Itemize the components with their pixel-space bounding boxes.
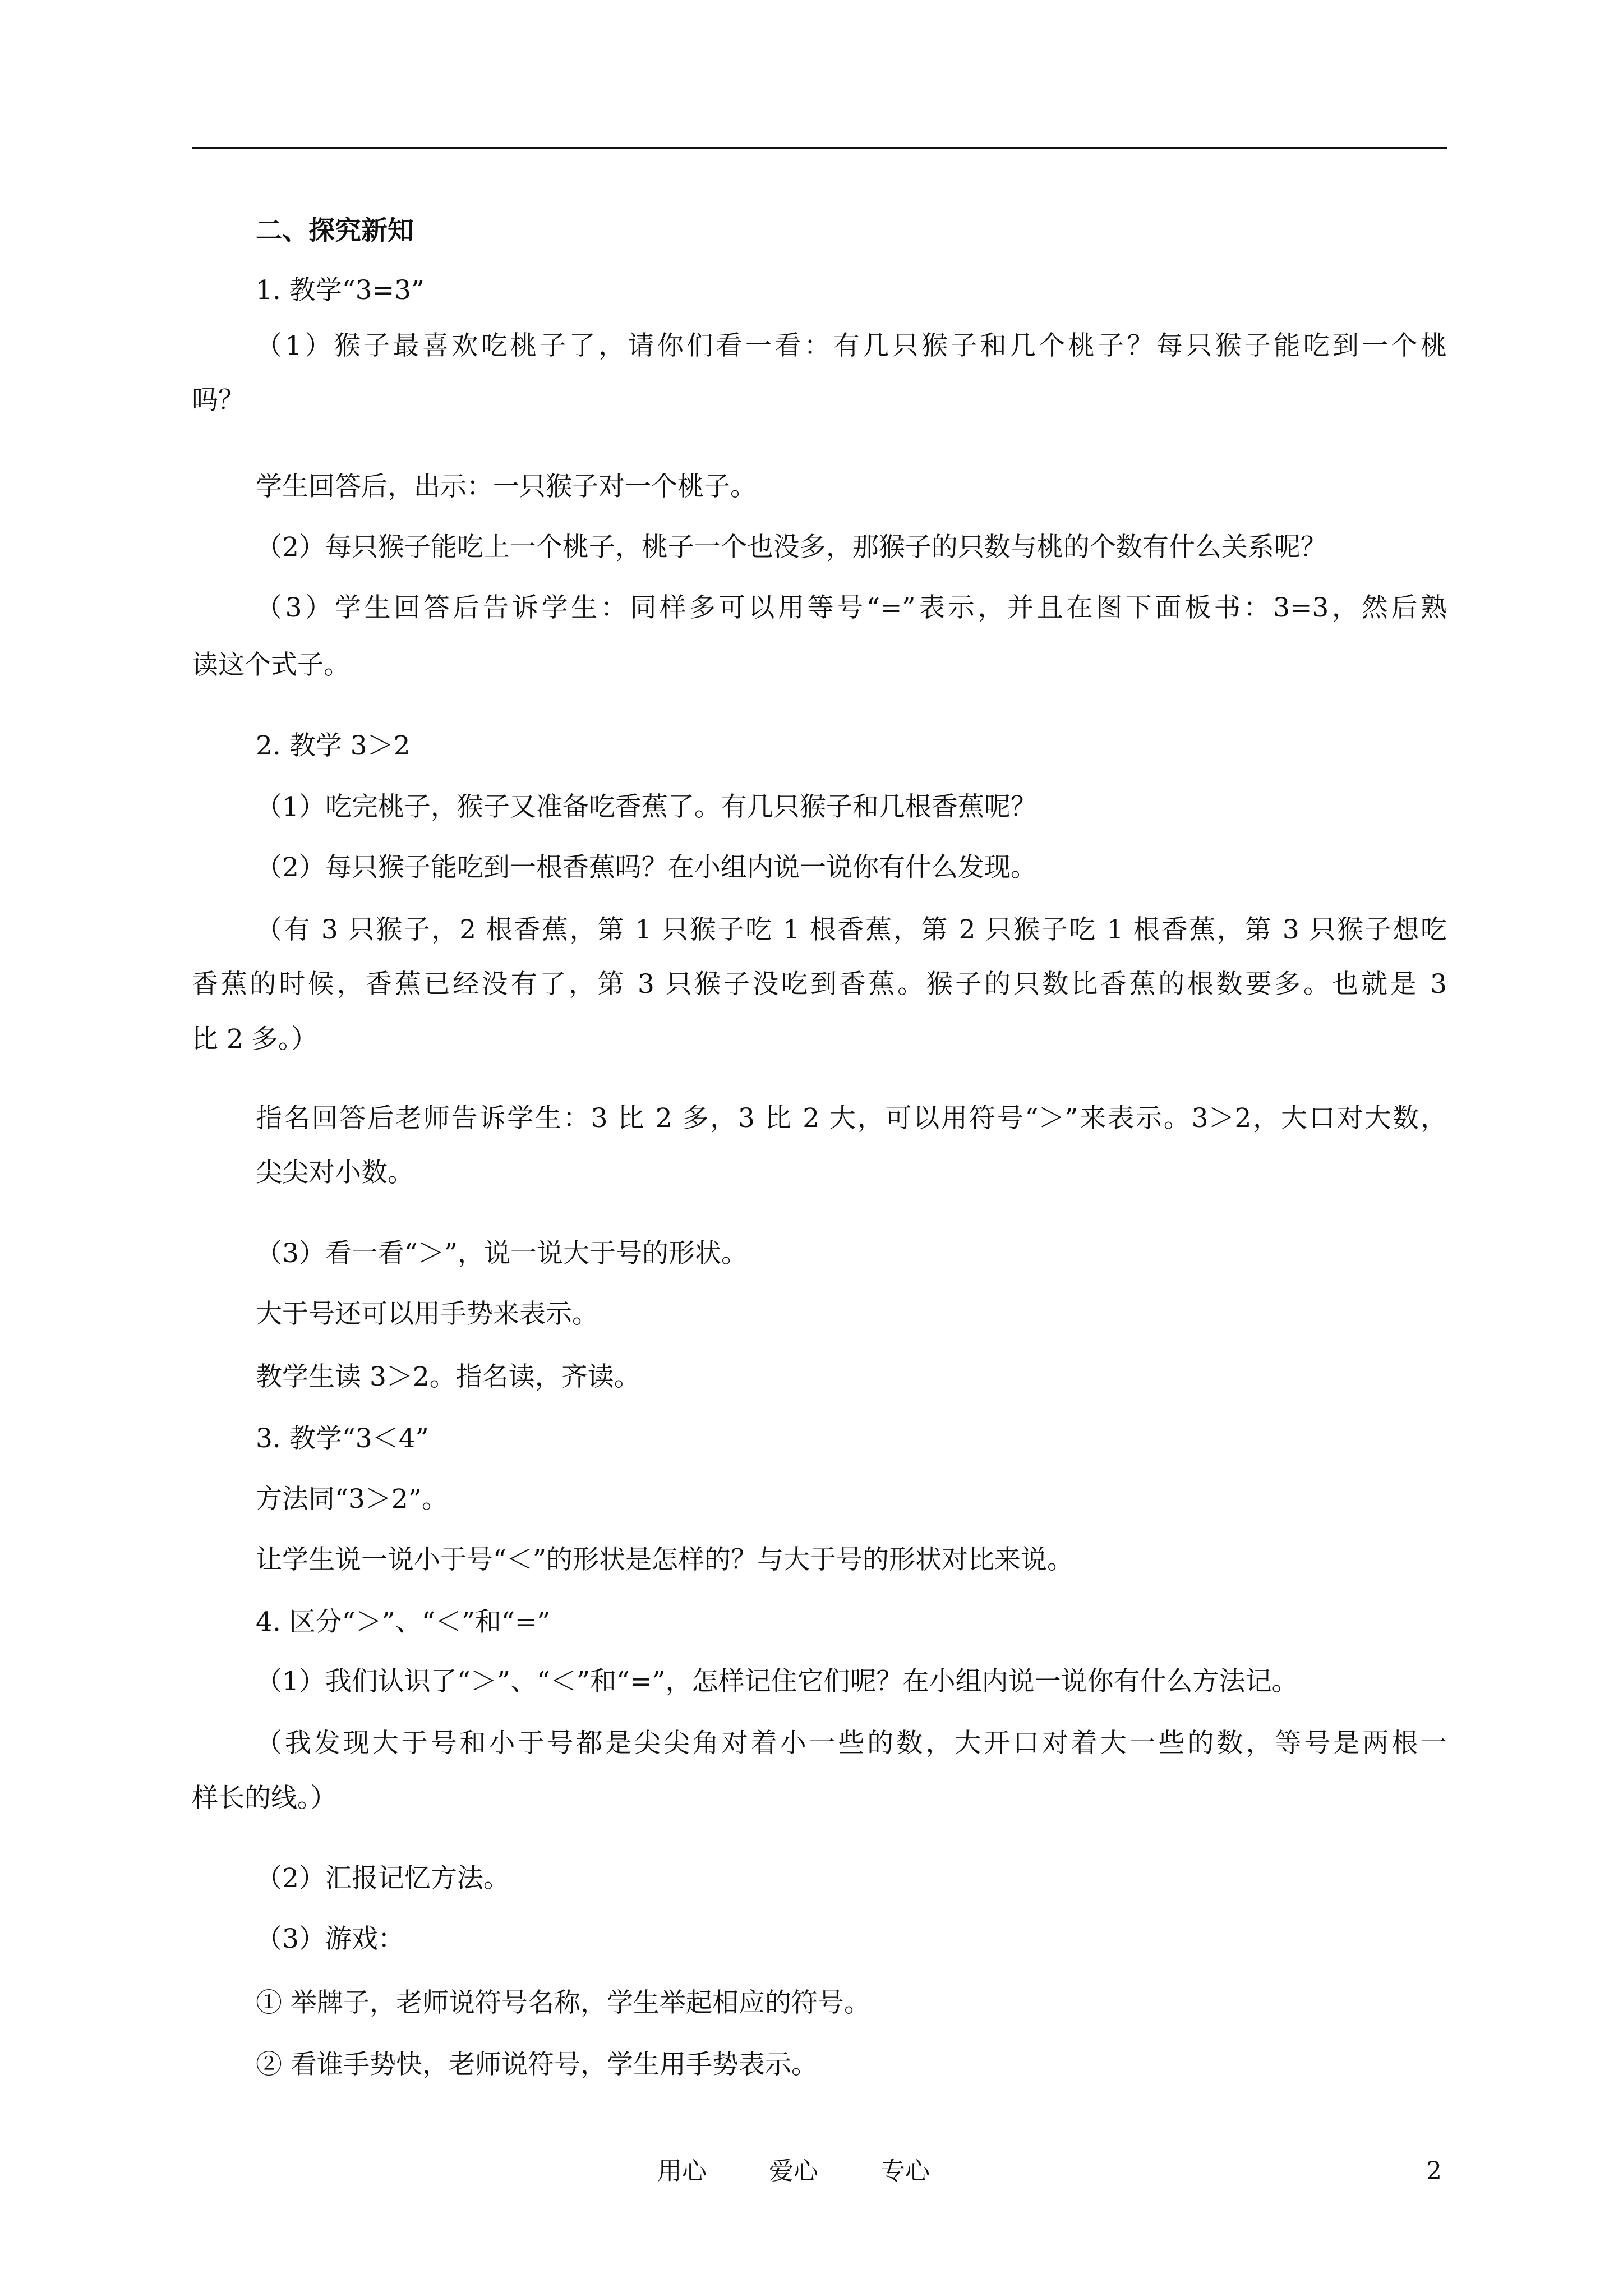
paragraph-line: 方法同“3＞2”。 [256,1484,448,1515]
paragraph-line: （3）游戏： [256,1924,404,1954]
paragraph-line: （我发现大于号和小于号都是尖尖角对着小一些的数，大开口对着大一些的数，等号是两根一 [256,1728,1447,1759]
paragraph-line: （1）猴子最喜欢吃桃子了，请你们看一看：有几只猴子和几个桃子？每只猴子能吃到一个桃 [256,330,1447,361]
paragraph-line: （2）每只猴子能吃到一根香蕉吗？在小组内说一说你有什么发现。 [256,852,1037,883]
paragraph-line: 教学生读 3＞2。指名读，齐读。 [256,1361,640,1392]
paragraph-line: （有 3 只猴子，2 根香蕉，第 1 只猴子吃 1 根香蕉，第 2 只猴子吃 1 根香蕉，第 3 只猴子想吃 [256,914,1447,945]
paragraph-line: 比 2 多。） [192,1024,318,1055]
paragraph-line: 1. 教学“3=3” [256,275,425,306]
paragraph-line: （2）每只猴子能吃上一个桃子，桃子一个也没多，那猴子的只数与桃的个数有什么关系呢？ [256,532,1327,563]
paragraph-line: 读这个式子。 [192,650,350,680]
paragraph-line: 让学生说一说小于号“＜”的形状是怎样的？与大于号的形状对比来说。 [256,1544,1074,1575]
paragraph-line: （3）学生回答后告诉学生：同样多可以用等号“=”表示，并且在图下面板书：3=3，然后熟 [256,592,1447,623]
header-rule [192,147,1447,149]
paragraph-line: 指名回答后老师告诉学生：3 比 2 多，3 比 2 大，可以用符号“＞”来表示。3＞2，大口对大数， [256,1103,1447,1134]
paragraph-line: 吗？ [192,385,245,416]
paragraph-line: 3. 教学“3＜4” [256,1423,429,1454]
paragraph-line: 香蕉的时候，香蕉已经没有了，第 3 只猴子没吃到香蕉。猴子的只数比香蕉的根数要多。也就是 3 [192,969,1447,1000]
paragraph-line: （3）看一看“＞”，说一说大于号的形状。 [256,1238,748,1269]
page-number: 2 [1426,2157,1442,2185]
paragraph-line: （1）我们认识了“＞”、“＜”和“=”，怎样记住它们呢？在小组内说一说你有什么方法记。 [256,1666,1298,1697]
footer-motto: 爱心 [769,2157,818,2185]
paragraph-line: ② 看谁手势快，老师说符号，学生用手势表示。 [256,2049,818,2080]
paragraph-line: 大于号还可以用手势来表示。 [256,1299,598,1329]
paragraph-line: （1）吃完桃子，猴子又准备吃香蕉了。有几只猴子和几根香蕉呢？ [256,792,1037,822]
paragraph-line: 样长的线。） [192,1783,337,1814]
paragraph-line: 4. 区分“＞”、“＜”和“=” [256,1607,551,1637]
section-heading: 二、探究新知 [256,215,414,246]
footer-motto: 专心 [880,2157,930,2185]
footer-motto: 用心 [657,2157,707,2185]
paragraph-line: （2）汇报记忆方法。 [256,1863,510,1894]
paragraph-line: 尖尖对小数。 [256,1157,414,1188]
paragraph-line: ① 举牌子，老师说符号名称，学生举起相应的符号。 [256,1987,870,2018]
paragraph-line: 2. 教学 3＞2 [256,730,411,761]
paragraph-line: 学生回答后，出示：一只猴子对一个桃子。 [256,471,757,502]
